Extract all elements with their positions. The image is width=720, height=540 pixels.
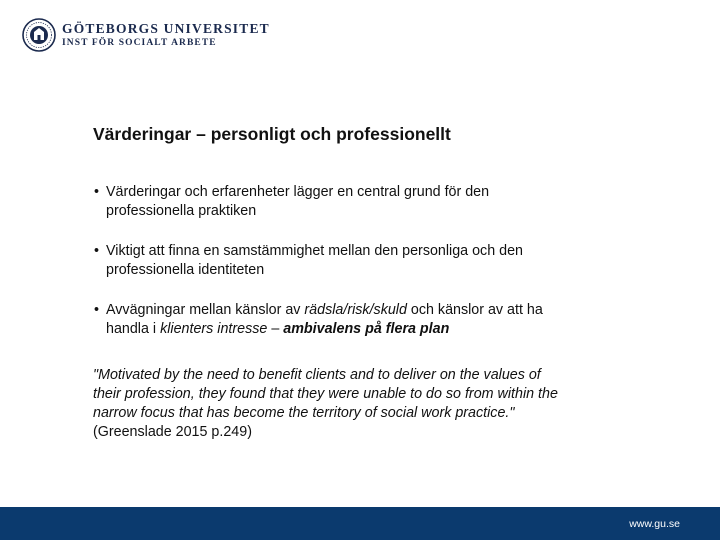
bullet-text: Avvägningar mellan känslor av bbox=[106, 302, 305, 318]
bullet-item bbox=[93, 242, 633, 280]
university-header bbox=[22, 18, 270, 52]
department-name: INST FÖR SOCIALT ARBETE bbox=[62, 38, 217, 48]
bullet-emphasis: klienters intresse bbox=[160, 321, 268, 337]
bullet-list bbox=[93, 183, 633, 360]
bullet-marker: • bbox=[94, 243, 100, 259]
footer-bar bbox=[0, 507, 720, 540]
bullet-text-line: Viktigt att finna en samstämmighet mellan den personliga och den bbox=[106, 243, 523, 259]
bullet-text: – bbox=[267, 321, 284, 337]
bullet-marker: • bbox=[94, 184, 100, 200]
quote-line: their profession, they found that they were unable to do so from within the bbox=[93, 386, 558, 402]
bullet-text: och känslor av att ha bbox=[406, 302, 543, 318]
quote-block bbox=[93, 366, 633, 442]
bullet-text-line: professionella identiteten bbox=[106, 262, 265, 278]
bullet-item bbox=[93, 183, 633, 221]
slide-title: Värderingar – personligt och professionellt bbox=[93, 124, 451, 144]
bullet-text: handla i bbox=[106, 321, 161, 337]
bullet-item bbox=[93, 301, 633, 339]
institution-name bbox=[62, 21, 270, 49]
quote-line: narrow focus that has become the territory of social work practice." bbox=[93, 405, 515, 421]
bullet-emphasis: rädsla/risk/skuld bbox=[304, 302, 407, 318]
university-name: GÖTEBORGS UNIVERSITET bbox=[62, 21, 270, 36]
university-seal-icon bbox=[22, 18, 56, 52]
bullet-key-phrase: ambivalens på flera plan bbox=[283, 321, 450, 337]
quote-line: "Motivated by the need to benefit clients and to deliver on the values of bbox=[93, 367, 541, 383]
footer-url-link[interactable]: www.gu.se bbox=[629, 518, 680, 530]
bullet-text-line: Värderingar och erfarenheter lägger en central grund för den bbox=[106, 184, 490, 200]
bullet-marker: • bbox=[94, 302, 100, 318]
quote-citation: (Greenslade 2015 p.249) bbox=[93, 424, 252, 440]
bullet-text-line: professionella praktiken bbox=[106, 203, 257, 219]
